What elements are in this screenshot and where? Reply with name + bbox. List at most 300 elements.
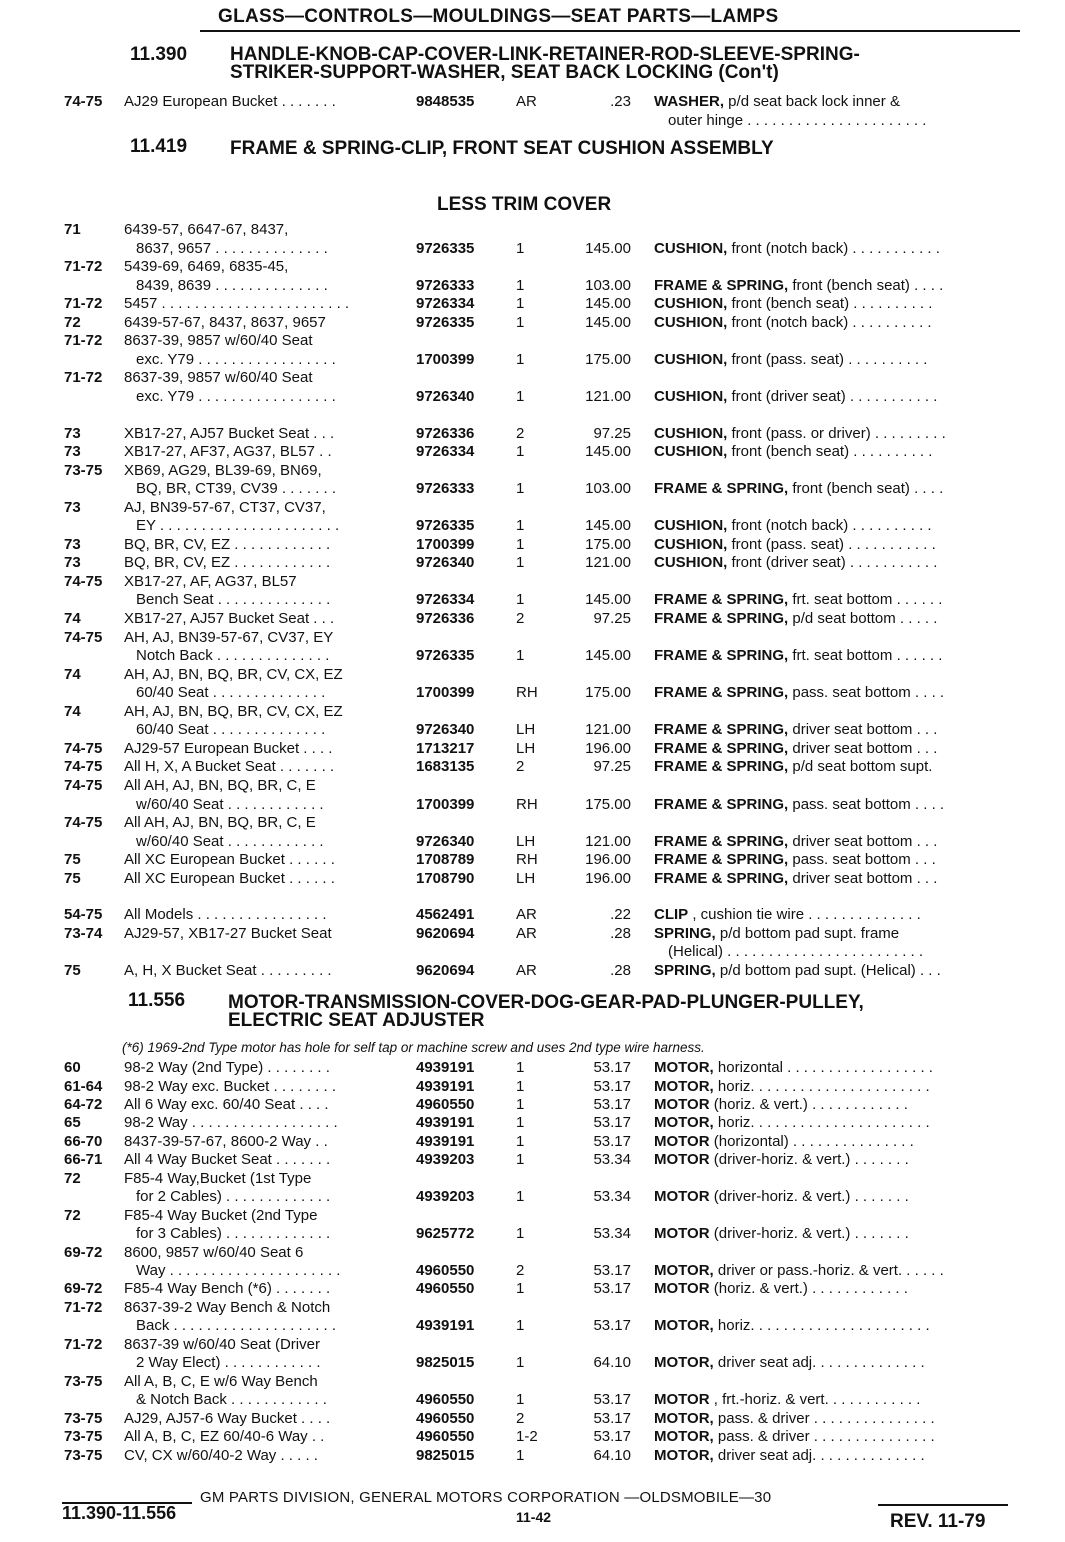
- row-model: 8637-39-2 Way Bench & Notch: [124, 1298, 331, 1316]
- row-part-number: 9726333: [416, 480, 475, 498]
- row-description-term: MOTOR,: [654, 1059, 714, 1076]
- row-description: [654, 795, 944, 814]
- row-part-number: 9726335: [416, 647, 475, 665]
- row-description-detail: front (driver seat) . . . . . . . . . . .: [727, 388, 938, 405]
- row-description-detail: driver seat adj. . . . . . . . . . . . . .: [713, 1354, 925, 1372]
- row-price: 53.34: [593, 1151, 631, 1169]
- footer-page-number: 11-42: [516, 1509, 552, 1525]
- row-description-detail: p/d bottom pad supt. (Helical) . . .: [715, 961, 941, 979]
- table-row: [0, 1187, 1065, 1206]
- row-year: 75: [64, 961, 81, 979]
- row-description-term: FRAME & SPRING,: [654, 610, 789, 627]
- row-price: 53.17: [593, 1317, 631, 1335]
- row-description-detail: p/d seat bottom supt.: [788, 758, 933, 776]
- footer-section-range: 11.390-11.556: [62, 1503, 177, 1523]
- row-model: 8439, 8639 . . . . . . . . . . . . . .: [136, 276, 328, 294]
- row-price: 97.25: [593, 758, 631, 776]
- row-description-term: FRAME & SPRING,: [654, 851, 789, 869]
- table-row: [0, 942, 1065, 961]
- table-row: [0, 1298, 1065, 1317]
- table-row: [0, 702, 1065, 721]
- row-quantity: AR: [516, 93, 537, 110]
- row-year: 71-72: [64, 332, 103, 350]
- row-year: 73: [64, 554, 81, 572]
- row-description-term: FRAME & SPRING,: [654, 795, 789, 813]
- row-quantity: AR: [516, 961, 537, 979]
- row-price: 196.00: [585, 869, 631, 887]
- row-part-number: 9726340: [416, 832, 475, 850]
- row-description-detail: (horiz. & vert.) . . . . . . . . . . . .: [709, 1280, 908, 1298]
- row-model: 5457 . . . . . . . . . . . . . . . . . . . . . . .: [124, 295, 350, 313]
- table-row: [0, 239, 1065, 258]
- row-quantity: RH: [516, 795, 538, 813]
- row-description: [654, 553, 937, 572]
- row-model: BQ, BR, CT39, CV39 . . . . . . .: [136, 480, 337, 498]
- row-model: XB17-27, AF, AG37, BL57: [124, 572, 297, 590]
- row-description: [654, 850, 936, 869]
- table-row: [0, 461, 1065, 480]
- row-part-number: 4939191: [416, 1114, 475, 1132]
- row-description-term: CLIP: [654, 906, 689, 924]
- row-year: 65: [64, 1114, 81, 1132]
- row-quantity: 1: [516, 313, 525, 331]
- row-description: [668, 942, 923, 961]
- row-quantity: 1: [516, 276, 525, 294]
- row-price: 145.00: [585, 647, 631, 665]
- row-price: 53.17: [593, 1409, 631, 1427]
- row-model: 5439-69, 6469, 6835-45,: [124, 258, 289, 276]
- row-year: 64-72: [64, 1095, 103, 1113]
- row-year: 71: [64, 221, 81, 238]
- row-part-number: 1708789: [416, 851, 475, 869]
- section-title-line: FRAME & SPRING-CLIP, FRONT SEAT CUSHION ASSEMBLY: [230, 138, 774, 159]
- row-quantity: 1: [516, 1059, 525, 1076]
- table-row: [0, 1169, 1065, 1188]
- table-row: [0, 1150, 1065, 1169]
- row-description-detail: pass. seat bottom . . .: [788, 851, 936, 869]
- table-row: [0, 665, 1065, 684]
- row-year: 54-75: [64, 906, 103, 924]
- row-model: BQ, BR, CV, EZ . . . . . . . . . . . .: [124, 554, 331, 572]
- row-description-term: CUSHION,: [654, 443, 728, 461]
- row-model: All 4 Way Bucket Seat . . . . . . .: [124, 1151, 331, 1169]
- row-price: 53.17: [593, 1114, 631, 1132]
- section-footnote: (*6) 1969-2nd Type motor has hole for self tap or machine screw and uses 2nd type wire harness.: [122, 1040, 705, 1055]
- row-quantity: RH: [516, 684, 538, 702]
- row-description: [654, 1353, 925, 1372]
- row-description-term: SPRING,: [654, 924, 716, 942]
- row-quantity: 1: [516, 1095, 525, 1113]
- table-row: [0, 832, 1065, 851]
- row-quantity: 1: [516, 350, 525, 368]
- row-year: 69-72: [64, 1243, 103, 1261]
- table-row: [0, 850, 1065, 869]
- section-number: 11.419: [130, 136, 188, 157]
- row-description-detail: front (bench seat) . . . .: [788, 480, 944, 498]
- row-model: All 6 Way exc. 60/40 Seat . . . .: [124, 1095, 329, 1113]
- row-part-number: 9726334: [416, 591, 475, 609]
- row-description: [654, 479, 943, 498]
- table-row: [0, 1409, 1065, 1428]
- row-model: exc. Y79 . . . . . . . . . . . . . . . . .: [136, 350, 336, 368]
- row-description: [654, 646, 942, 665]
- row-description: [654, 442, 932, 461]
- row-year: 60: [64, 1059, 81, 1076]
- row-description: [654, 1150, 909, 1169]
- row-model: F85-4 Way Bench (*6) . . . . . . .: [124, 1280, 331, 1298]
- row-model: exc. Y79 . . . . . . . . . . . . . . . . .: [136, 388, 336, 405]
- row-year: 61-64: [64, 1077, 103, 1095]
- row-part-number: 4562491: [416, 906, 475, 924]
- row-part-number: 1700399: [416, 684, 475, 702]
- row-model: CV, CX w/60/40-2 Way . . . . .: [124, 1446, 318, 1464]
- row-description: [654, 1187, 909, 1206]
- row-description: [654, 387, 937, 406]
- row-part-number: 9726334: [416, 295, 475, 313]
- row-year: 73-75: [64, 1428, 103, 1445]
- row-description-term: CUSHION,: [654, 424, 728, 442]
- row-model: XB17-27, AJ57 Bucket Seat . . .: [124, 424, 335, 442]
- row-description-term: CUSHION,: [654, 295, 728, 313]
- table-row: [0, 1224, 1065, 1243]
- row-year: 66-71: [64, 1151, 103, 1169]
- table-row: [0, 1077, 1065, 1096]
- row-description: [654, 1279, 908, 1298]
- row-description: [654, 590, 942, 609]
- row-model: for 2 Cables) . . . . . . . . . . . . .: [136, 1188, 331, 1206]
- section-title-line: ELECTRIC SEAT ADJUSTER: [228, 1010, 485, 1031]
- row-description-term: SPRING,: [654, 961, 716, 979]
- row-year: 74: [64, 665, 81, 683]
- row-description: [654, 869, 937, 888]
- row-part-number: 9726333: [416, 276, 475, 294]
- row-quantity: 1-2: [516, 1428, 538, 1445]
- row-model: AJ, BN39-57-67, CT37, CV37,: [124, 498, 326, 516]
- section-title-line: STRIKER-SUPPORT-WASHER, SEAT BACK LOCKING (Con't): [230, 62, 779, 83]
- table-row: [0, 1058, 1065, 1077]
- row-description-detail: frt. seat bottom . . . . . .: [788, 591, 943, 609]
- row-price: 64.10: [593, 1354, 631, 1372]
- row-description-term: MOTOR: [654, 1188, 710, 1206]
- row-price: 53.17: [593, 1095, 631, 1113]
- table-row: [0, 257, 1065, 276]
- row-quantity: 1: [516, 1114, 525, 1132]
- row-year: 73-75: [64, 1409, 103, 1427]
- row-price: 121.00: [585, 721, 631, 739]
- table-row: [0, 1372, 1065, 1391]
- row-quantity: 1: [516, 1077, 525, 1095]
- table-row: [0, 869, 1065, 888]
- row-description: [654, 1261, 944, 1280]
- row-description: [654, 609, 937, 628]
- row-price: 145.00: [585, 591, 631, 609]
- row-description: [654, 294, 932, 313]
- row-model: Notch Back . . . . . . . . . . . . . .: [136, 647, 330, 665]
- row-part-number: 9625772: [416, 1225, 475, 1243]
- row-part-number: 9726334: [416, 443, 475, 461]
- row-description: [654, 1390, 920, 1409]
- row-description-detail: (Helical) . . . . . . . . . . . . . . . . . . . . . . . .: [668, 943, 924, 961]
- row-description-term: CUSHION,: [654, 535, 728, 553]
- row-description-term: CUSHION,: [654, 517, 728, 535]
- row-part-number: 4960550: [416, 1391, 475, 1409]
- row-year: 74: [64, 610, 81, 627]
- row-description: [654, 1446, 925, 1465]
- row-price: 175.00: [585, 535, 631, 553]
- row-part-number: 9620694: [416, 924, 475, 942]
- row-model: EY . . . . . . . . . . . . . . . . . . . . . .: [136, 517, 340, 535]
- section-title: [228, 994, 864, 1030]
- row-description-term: CUSHION,: [654, 313, 728, 331]
- row-model: BQ, BR, CV, EZ . . . . . . . . . . . .: [124, 535, 331, 553]
- table-row: [0, 111, 1065, 130]
- table-row: [0, 757, 1065, 776]
- row-part-number: 9825015: [416, 1446, 475, 1464]
- row-description-detail: front (bench seat) . . . . . . . . . .: [727, 443, 933, 461]
- row-quantity: 1: [516, 443, 525, 461]
- row-part-number: 4939203: [416, 1151, 475, 1169]
- section-number: 11.556: [128, 990, 186, 1011]
- table-row: [0, 776, 1065, 795]
- row-part-number: 4960550: [416, 1280, 475, 1298]
- row-model: 98-2 Way (2nd Type) . . . . . . . .: [124, 1059, 330, 1076]
- row-description-detail: (horizontal) . . . . . . . . . . . . . . .: [709, 1132, 914, 1150]
- row-part-number: 4939191: [416, 1077, 475, 1095]
- row-description-detail: frt. seat bottom . . . . . .: [788, 647, 943, 665]
- row-year: 73-74: [64, 924, 103, 942]
- row-model: 8437-39-57-67, 8600-2 Way . .: [124, 1132, 328, 1150]
- table-row: [0, 739, 1065, 758]
- row-description-term: MOTOR,: [654, 1428, 714, 1445]
- row-description-term: MOTOR: [654, 1280, 710, 1298]
- table-row: [0, 294, 1065, 313]
- row-description-term: FRAME & SPRING,: [654, 721, 789, 739]
- section-title-line: MOTOR-TRANSMISSION-COVER-DOG-GEAR-PAD-PLUNGER-PULLEY,: [228, 992, 864, 1013]
- row-model: All XC European Bucket . . . . . .: [124, 869, 335, 887]
- row-price: 53.17: [593, 1077, 631, 1095]
- row-year: 71-72: [64, 1298, 103, 1316]
- row-description-detail: outer hinge . . . . . . . . . . . . . . . . . . . . . .: [668, 111, 927, 129]
- row-description-detail: , frt.-horiz. & vert. . . . . . . . . . . .: [709, 1391, 921, 1409]
- table-row: [0, 1261, 1065, 1280]
- row-part-number: 9848535: [416, 93, 475, 110]
- row-price: 145.00: [585, 295, 631, 313]
- row-quantity: 1: [516, 554, 525, 572]
- row-description-term: FRAME & SPRING,: [654, 591, 789, 609]
- row-model: XB69, AG29, BL39-69, BN69,: [124, 461, 322, 479]
- table-row: [0, 924, 1065, 943]
- header-rule: [200, 30, 1020, 32]
- row-description-detail: pass. seat bottom . . . .: [788, 795, 945, 813]
- row-part-number: 9726336: [416, 424, 475, 442]
- row-model: All A, B, C, E w/6 Way Bench: [124, 1372, 318, 1390]
- row-year: 72: [64, 1206, 81, 1224]
- row-description-term: CUSHION,: [654, 388, 728, 405]
- row-description-detail: driver seat bottom . . .: [788, 739, 938, 757]
- row-quantity: 1: [516, 1280, 525, 1298]
- row-quantity: 1: [516, 1354, 525, 1372]
- table-row: [0, 535, 1065, 554]
- row-price: .28: [610, 924, 631, 942]
- row-part-number: 9726335: [416, 239, 475, 257]
- row-year: 75: [64, 869, 81, 887]
- section-title-line: HANDLE-KNOB-CAP-COVER-LINK-RETAINER-ROD-SLEEVE-SPRING-: [230, 44, 860, 65]
- row-year: 74-75: [64, 739, 103, 757]
- row-description: [654, 535, 936, 554]
- row-year: 74-75: [64, 776, 103, 794]
- row-part-number: 9620694: [416, 961, 475, 979]
- row-price: 145.00: [585, 313, 631, 331]
- row-quantity: 1: [516, 1132, 525, 1150]
- table-row: [0, 1279, 1065, 1298]
- row-model: All XC European Bucket . . . . . .: [124, 851, 335, 869]
- row-part-number: 9726336: [416, 610, 475, 627]
- row-price: 196.00: [585, 739, 631, 757]
- row-quantity: 1: [516, 1391, 525, 1409]
- row-description: [654, 1224, 909, 1243]
- row-price: 145.00: [585, 239, 631, 257]
- row-description-detail: driver seat bottom . . .: [788, 869, 938, 887]
- row-description: [654, 516, 932, 535]
- row-year: 73-75: [64, 1446, 103, 1464]
- row-description-detail: p/d bottom pad supt. frame: [715, 924, 900, 942]
- row-quantity: 2: [516, 1262, 525, 1279]
- row-description-detail: front (bench seat) . . . . . . . . . .: [727, 295, 933, 313]
- row-quantity: RH: [516, 851, 538, 869]
- table-row: [0, 905, 1065, 924]
- row-description: [654, 1113, 930, 1132]
- row-description: [654, 1132, 914, 1151]
- row-year: 73-75: [64, 461, 103, 479]
- row-year: 74: [64, 702, 81, 720]
- row-model: 8637, 9657 . . . . . . . . . . . . . .: [136, 239, 328, 257]
- chapter-title: GLASS—CONTROLS—MOULDINGS—SEAT PARTS—LAMPS: [218, 6, 779, 27]
- row-year: 75: [64, 851, 81, 869]
- row-part-number: 4960550: [416, 1262, 475, 1279]
- row-quantity: 1: [516, 591, 525, 609]
- row-price: 53.34: [593, 1188, 631, 1206]
- row-model: 8637-39 w/60/40 Seat (Driver: [124, 1335, 320, 1353]
- table-row: [0, 609, 1065, 628]
- row-price: .23: [610, 93, 631, 110]
- row-description-detail: front (notch back) . . . . . . . . . .: [727, 517, 932, 535]
- row-description-detail: (driver-horiz. & vert.) . . . . . . .: [709, 1188, 909, 1206]
- row-model: All AH, AJ, BN, BQ, BR, C, E: [124, 814, 316, 831]
- table-row: [0, 442, 1065, 461]
- row-description-term: MOTOR,: [654, 1317, 714, 1335]
- row-quantity: 1: [516, 388, 525, 405]
- table-row: [0, 1095, 1065, 1114]
- row-description: [654, 313, 932, 332]
- row-price: 53.17: [593, 1132, 631, 1150]
- row-price: 53.17: [593, 1428, 631, 1445]
- row-description-detail: pass. & driver . . . . . . . . . . . . . . .: [713, 1409, 935, 1427]
- row-year: 66-70: [64, 1132, 103, 1150]
- row-part-number: 4939191: [416, 1317, 475, 1335]
- row-description-term: CUSHION,: [654, 239, 728, 257]
- row-model: A, H, X Bucket Seat . . . . . . . . .: [124, 961, 332, 979]
- row-quantity: AR: [516, 906, 537, 924]
- row-model: w/60/40 Seat . . . . . . . . . . . .: [136, 832, 324, 850]
- row-model: F85-4 Way,Bucket (1st Type: [124, 1169, 312, 1187]
- row-model: All AH, AJ, BN, BQ, BR, C, E: [124, 776, 316, 794]
- row-description: [654, 961, 941, 980]
- row-model: 6439-57-67, 8437, 8637, 9657: [124, 313, 326, 331]
- table-row: [0, 628, 1065, 647]
- table-row: [0, 1446, 1065, 1465]
- row-quantity: 2: [516, 1409, 525, 1427]
- table-row: [0, 572, 1065, 591]
- row-description: [654, 905, 921, 924]
- row-year: 74-75: [64, 814, 103, 831]
- row-description: [654, 424, 946, 443]
- row-description-term: MOTOR: [654, 1132, 710, 1150]
- row-model: XB17-27, AF37, AG37, BL57 . .: [124, 443, 332, 461]
- row-description-term: FRAME & SPRING,: [654, 869, 789, 887]
- row-description: [654, 924, 899, 943]
- row-part-number: 1713217: [416, 739, 475, 757]
- row-year: 69-72: [64, 1280, 103, 1298]
- row-price: 145.00: [585, 517, 631, 535]
- table-row: [0, 1427, 1065, 1446]
- row-model: 6439-57, 6647-67, 8437,: [124, 221, 289, 238]
- row-model: AH, AJ, BN, BQ, BR, CV, CX, EZ: [124, 665, 343, 683]
- row-description-detail: horiz. . . . . . . . . . . . . . . . . . . . . .: [713, 1114, 930, 1132]
- row-part-number: 4960550: [416, 1428, 475, 1445]
- row-description: [668, 111, 926, 130]
- table-row: [0, 368, 1065, 387]
- row-part-number: 4939203: [416, 1188, 475, 1206]
- row-description-term: FRAME & SPRING,: [654, 684, 789, 702]
- row-description-detail: driver or pass.-horiz. & vert. . . . . .: [713, 1262, 944, 1279]
- row-price: 53.17: [593, 1391, 631, 1409]
- row-model: All Models . . . . . . . . . . . . . . . .: [124, 906, 327, 924]
- row-price: 121.00: [585, 388, 631, 405]
- row-part-number: 9726340: [416, 721, 475, 739]
- table-row: [0, 795, 1065, 814]
- row-description: [654, 757, 932, 776]
- table-row: [0, 683, 1065, 702]
- table-row: [0, 220, 1065, 239]
- row-model: All H, X, A Bucket Seat . . . . . . .: [124, 758, 335, 776]
- row-description: [654, 1427, 935, 1446]
- row-description-term: MOTOR: [654, 1095, 710, 1113]
- row-model: AJ29-57 European Bucket . . . .: [124, 739, 333, 757]
- row-quantity: AR: [516, 924, 537, 942]
- table-row: [0, 1206, 1065, 1225]
- row-part-number: 9726335: [416, 313, 475, 331]
- row-quantity: 1: [516, 239, 525, 257]
- row-price: 53.17: [593, 1059, 631, 1076]
- table-row: [0, 1243, 1065, 1262]
- row-description-term: MOTOR: [654, 1391, 710, 1409]
- row-price: 175.00: [585, 350, 631, 368]
- row-part-number: 1683135: [416, 758, 475, 776]
- row-description: [654, 832, 937, 851]
- row-quantity: 2: [516, 424, 525, 442]
- row-year: 71-72: [64, 369, 103, 387]
- row-price: 103.00: [585, 276, 631, 294]
- table-row: [0, 961, 1065, 980]
- row-description-term: FRAME & SPRING,: [654, 832, 789, 850]
- row-part-number: 9825015: [416, 1354, 475, 1372]
- row-description-detail: horiz. . . . . . . . . . . . . . . . . . . . . .: [713, 1317, 930, 1335]
- row-description-detail: horizontal . . . . . . . . . . . . . . . . . .: [713, 1059, 933, 1076]
- row-model: 8637-39, 9857 w/60/40 Seat: [124, 369, 313, 387]
- row-description-detail: (driver-horiz. & vert.) . . . . . . .: [709, 1225, 909, 1243]
- row-description-detail: horiz. . . . . . . . . . . . . . . . . . . . . .: [713, 1077, 930, 1095]
- row-description: [654, 683, 944, 702]
